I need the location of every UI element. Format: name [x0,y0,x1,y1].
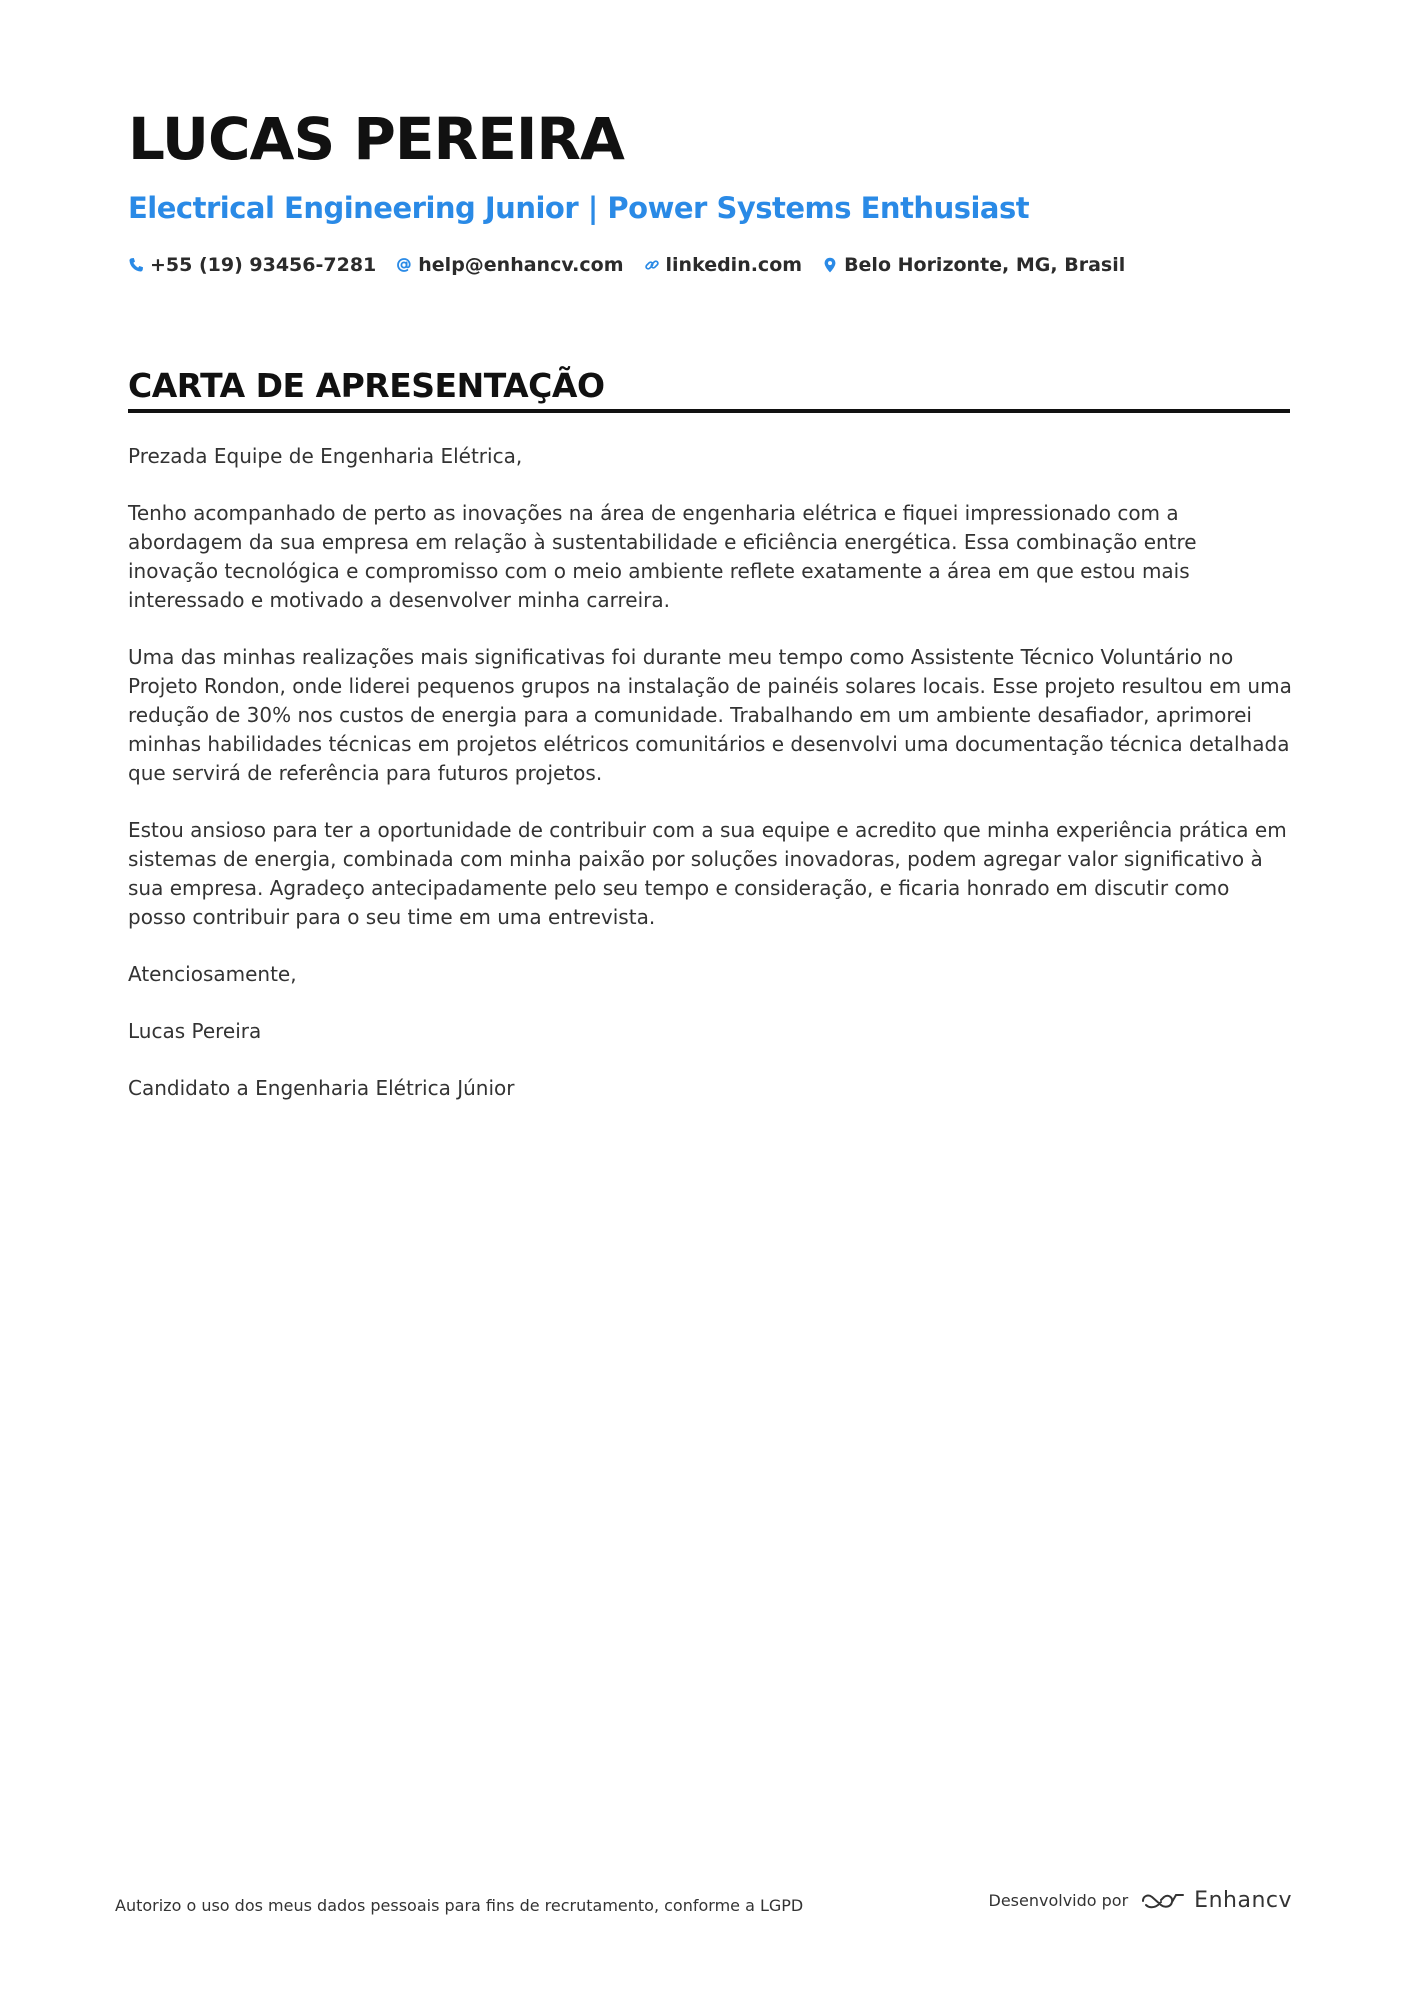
letter-paragraph: Tenho acompanhado de perto as inovações na área de engenharia elétrica e fiquei impressionado com a abordagem da sua empresa em relação à sustentabilidade e eficiência energética. Essa combinação entre inovação tecnológica e compromisso com o meio ambiente reflete exatamente a área em que estou mais interessado e motivado a desenvolver minha carreira. [128,501,1197,612]
contact-phone-text: +55 (19) 93456-7281 [150,254,377,276]
letter-paragraph: Estou ansioso para ter a oportunidade de contribuir com a sua equipe e acredito que minha experiência prática em sistemas de energia, combinada com minha paixão por soluções inovadoras, podem agregar valor significativo à sua empresa. Agradeço antecipadamente pelo seu tempo e consideração, e ficaria honrado em discutir como posso contribuir para o seu time em uma entrevista. [128,818,1287,929]
letter-signature: Lucas Pereira [128,1019,262,1043]
link-icon [644,257,660,273]
contact-email[interactable] [396,254,623,276]
phone-icon [128,257,144,273]
footer-powered-by: Desenvolvido por [988,1891,1129,1910]
letter-paragraph: Uma das minhas realizações mais significativas foi durante meu tempo como Assistente Técnico Voluntário no Projeto Rondon, onde liderei pequenos grupos na instalação de painéis solares locais. Esse projeto resultou em uma redução de 30% nos custos de energia para a comunidade. Trabalhando em um ambiente desafiador, aprimorei minhas habilidades técnicas em projetos elétricos comunitários e desenvolvi uma documentação técnica detalhada que servirá de referência para futuros projetos. [128,645,1292,785]
at-icon [396,257,412,273]
enhancv-brand[interactable] [1140,1888,1292,1913]
contact-phone[interactable] [128,254,376,276]
letter-role: Candidato a Engenharia Elétrica Júnior [128,1076,515,1100]
enhancv-wordmark: Enhancv [1194,1888,1292,1913]
contact-linkedin-text: linkedin.com [665,254,803,276]
contact-bar [128,254,1125,276]
contact-location-text: Belo Horizonte, MG, Brasil [844,254,1126,276]
enhancv-logo-icon [1140,1890,1186,1912]
location-pin-icon [822,257,838,273]
contact-location [822,254,1125,276]
section-title: CARTA DE APRESENTAÇÃO [128,366,1290,413]
letter-greeting: Prezada Equipe de Engenharia Elétrica, [128,444,523,468]
letter-body [128,442,1293,1131]
candidate-name: LUCAS PEREIRA [128,105,624,173]
contact-email-text: help@enhancv.com [418,254,624,276]
footer-consent: Autorizo o uso dos meus dados pessoais para fins de recrutamento, conforme a LGPD [115,1896,804,1915]
contact-linkedin[interactable] [644,254,803,276]
letter-closing: Atenciosamente, [128,962,297,986]
candidate-headline: Electrical Engineering Junior | Power Systems Enthusiast [128,191,1030,225]
footer-branding [989,1888,1292,1913]
